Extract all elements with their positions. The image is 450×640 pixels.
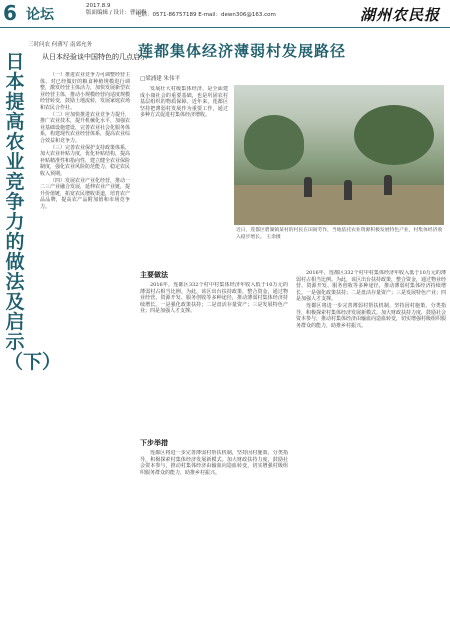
left-paragraph: （四）发展农业产业化经营，推动一二三产业融合发展，延伸农业产业链，提升价值链，拓宽农民增收渠道，培育农产品品牌，提高农产品附加值和市场竞争力。 xyxy=(40,177,130,210)
issue-date: 2017.8.9 xyxy=(86,3,111,9)
email: E-mail：dewn306@163.com xyxy=(198,12,276,18)
section-body xyxy=(140,450,288,632)
left-paragraph: （二）应加快推进农业竞争力提升，推广农业技术，提升机械化水平，加强农业基础设施建设，完善农业社会化服务体系，构建现代农业经营体系，提高农业综合效益和竞争力。 xyxy=(40,111,130,144)
photo-caption: 近日，莲都区碧湖镇某村的村民在田间劳作，当地依托农业资源积极发展特色产业，村集体经济收入稳步增长。 王余摄 xyxy=(236,228,443,240)
left-paragraph: （一）推进农业竞争力可调整经营主体，对已经做好的粮食种植规模进行调整，激发经营主体活力，加快发展新型农业经营主体，推动小规模经营向适度规模经营转变，鼓励土地流转，发展家庭农场和农民合作社。 xyxy=(40,72,130,111)
right-text: 2016年，莲都区332个村中村集体经济年收入低于10万元的薄弱村占相当比例。为此，该区出台扶持政策，整合资金，通过物业经营、资源开发、服务创收等多种途径，推动薄弱村集体经济持续增长。一是强化政策扶持；二是盘活存量资产；三是发展特色产业；四是加强人才支撑。 xyxy=(296,270,446,303)
article-lead xyxy=(140,86,228,256)
left-article-body xyxy=(40,72,130,632)
page-number: 6 xyxy=(3,1,17,25)
section-heading: 下步举措 xyxy=(140,439,168,447)
page-header xyxy=(0,0,450,28)
section-text: 莲都区将进一步完善薄弱村帮扶机制，坚持因村施策、分类指导，积极探索村集体经济发展新模式。加大财政扶持力度，鼓励社会资本参与，推动村集体经济由输血向造血转变，切实增强村级组织服务群众的能力，助推乡村振兴。 xyxy=(140,450,288,476)
vertical-title: 日本提高农业竞争力的做法及启示（下） xyxy=(4,51,62,373)
column-mark: 三时问农 何薄写 南郊允务 xyxy=(28,42,92,48)
editor-line: 版面编辑 / 设计：曹国梅 xyxy=(86,10,147,16)
article-title: 莲都集体经济薄弱村发展路径 xyxy=(138,42,347,60)
left-paragraph: （三）完善农业保护支持政策体系，加大农业补贴力度，优化补贴结构，提高补贴精准性和指向性，建立健全农业保险制度，强化农业风险防范能力，稳定农民收入预期。 xyxy=(40,144,130,177)
right-text: 莲都区将进一步完善薄弱村帮扶机制，坚持因村施策、分类指导，积极探索村集体经济发展新模式。加大财政扶持力度，鼓励社会资本参与，推动村集体经济由输血向造血转变，切实增强村级组织服务群众的能力，助推乡村振兴。 xyxy=(296,302,446,329)
section-heading: 主要做法 xyxy=(140,271,168,279)
section-name: 论坛 xyxy=(26,7,54,23)
article-photo xyxy=(234,85,444,225)
article-byline: □梁浦建 朱伟平 xyxy=(140,76,180,82)
section-body xyxy=(140,282,288,432)
left-subheading: 从日本经验谈中国特色的几点启示 xyxy=(42,53,147,61)
lead-paragraph: 发展壮大村级集体经济，是全面建成小康社会的重要基础，也是巩固农村基层组织的物质保障。近年来，莲都区坚持把薄弱村发展作为重要工作，通过多种方式促进村集体经济增收。 xyxy=(140,86,228,119)
contact-line xyxy=(136,10,276,18)
right-column-body xyxy=(296,270,446,632)
masthead: 湖州农民报 xyxy=(359,6,440,24)
section-text: 2016年，莲都区332个村中村集体经济年收入低于10万元的薄弱村占相当比例。为此，该区出台扶持政策，整合资金，通过物业经营、资源开发、服务创收等多种途径，推动薄弱村集体经济持续增长。一是强化政策扶持；二是盘活存量资产；三是发展特色产业；四是加强人才支撑。 xyxy=(140,282,288,315)
phone: 电话：0571-86757189 xyxy=(136,12,197,18)
